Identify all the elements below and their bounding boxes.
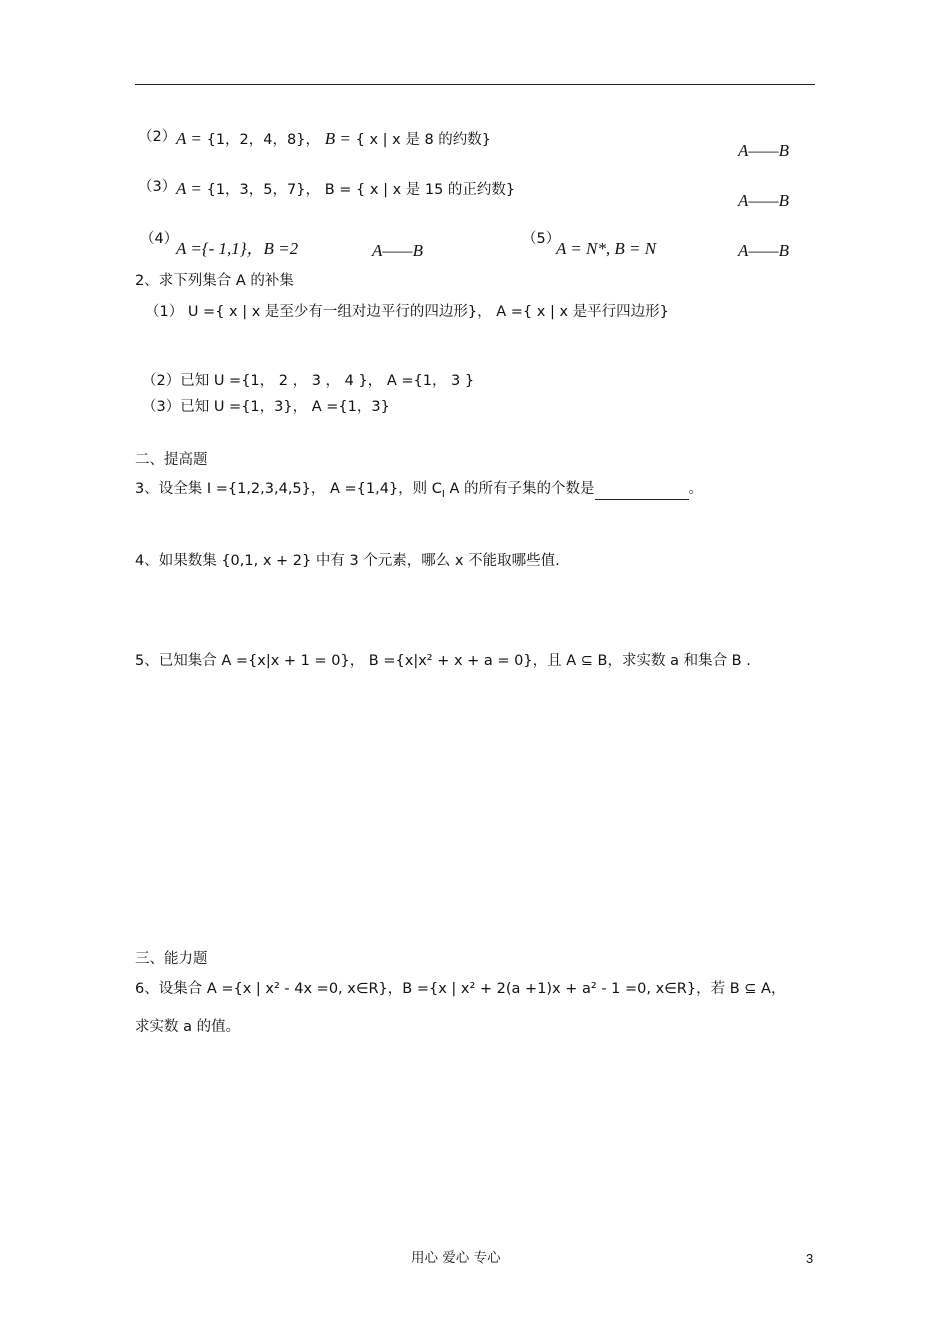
s2-p2: （2）已知 U ={1， 2 ， 3 ， 4 }， A ={1， 3 } xyxy=(142,373,475,389)
q3-a-set: {1，3，5，7}， xyxy=(206,182,320,198)
q2-a-set: {1，2，4，8}， xyxy=(206,132,320,148)
q2-b-eq: B = xyxy=(324,129,351,148)
q3-content xyxy=(176,180,515,198)
problem-6-line2: 求实数 a 的值。 xyxy=(135,1019,241,1035)
q4-expr: A ={- 1,1}，B =2 xyxy=(176,239,299,258)
problem-3-after: A 的所有子集的个数是 xyxy=(444,481,595,497)
problem-5: 5、已知集合 A ={x|x + 1 = 0}， B ={x|x² + x + a = 0}，且 A ⊆ B，求实数 a 和集合 B . xyxy=(135,653,751,669)
q4-relation: A——B xyxy=(372,241,423,260)
s2-p3: （3）已知 U ={1，3}， A ={1，3} xyxy=(142,399,390,415)
q5-relation: A——B xyxy=(738,241,789,260)
problem-3-end: 。 xyxy=(688,481,704,497)
s2-p1: （1） U ={ x | x 是至少有一组对边平行的四边形}， A ={ x | x 是平行四边形} xyxy=(145,304,669,320)
q2-b-set: { x | x 是 8 的约数} xyxy=(355,132,492,148)
problem-4: 4、如果数集 {0,1, x + 2} 中有 3 个元素，哪么 x 不能取哪些值. xyxy=(135,553,560,569)
q2-relation: A——B xyxy=(738,141,789,160)
problem-3 xyxy=(135,482,703,500)
q2-content xyxy=(176,130,491,148)
s2-title: 2、求下列集合 A 的补集 xyxy=(135,273,294,289)
footer-motto: 用心 爱心 专心 xyxy=(411,1250,501,1266)
sec2-title: 二、提高题 xyxy=(135,452,208,468)
q5-expr: A = N*, B = N xyxy=(556,239,657,258)
q2-a-eq: A = xyxy=(176,129,202,148)
q3-a-eq: A = xyxy=(176,179,202,198)
header-rule xyxy=(135,84,815,85)
problem-3-text: 3、设全集 I ={1,2,3,4,5}， A ={1,4}，则 C xyxy=(135,481,442,497)
problem-6-line1: 6、设集合 A ={x | x² - 4x =0, x∈R}，B ={x | x² + 2(a +1)x + a² - 1 =0, x∈R}，若 B ⊆ A， xyxy=(135,981,786,997)
q5-label: （5） xyxy=(522,231,561,247)
sec3-title: 三、能力题 xyxy=(135,951,208,967)
page-number: 3 xyxy=(806,1251,814,1266)
q3-label: （3） xyxy=(138,179,177,195)
q2-label: （2） xyxy=(138,129,177,145)
q3-b-set: B = { x | x 是 15 的正约数} xyxy=(324,182,516,198)
q4-label: （4） xyxy=(140,231,179,247)
q3-relation: A——B xyxy=(738,191,789,210)
problem-3-sub: I xyxy=(441,489,445,500)
answer-blank xyxy=(595,485,689,500)
